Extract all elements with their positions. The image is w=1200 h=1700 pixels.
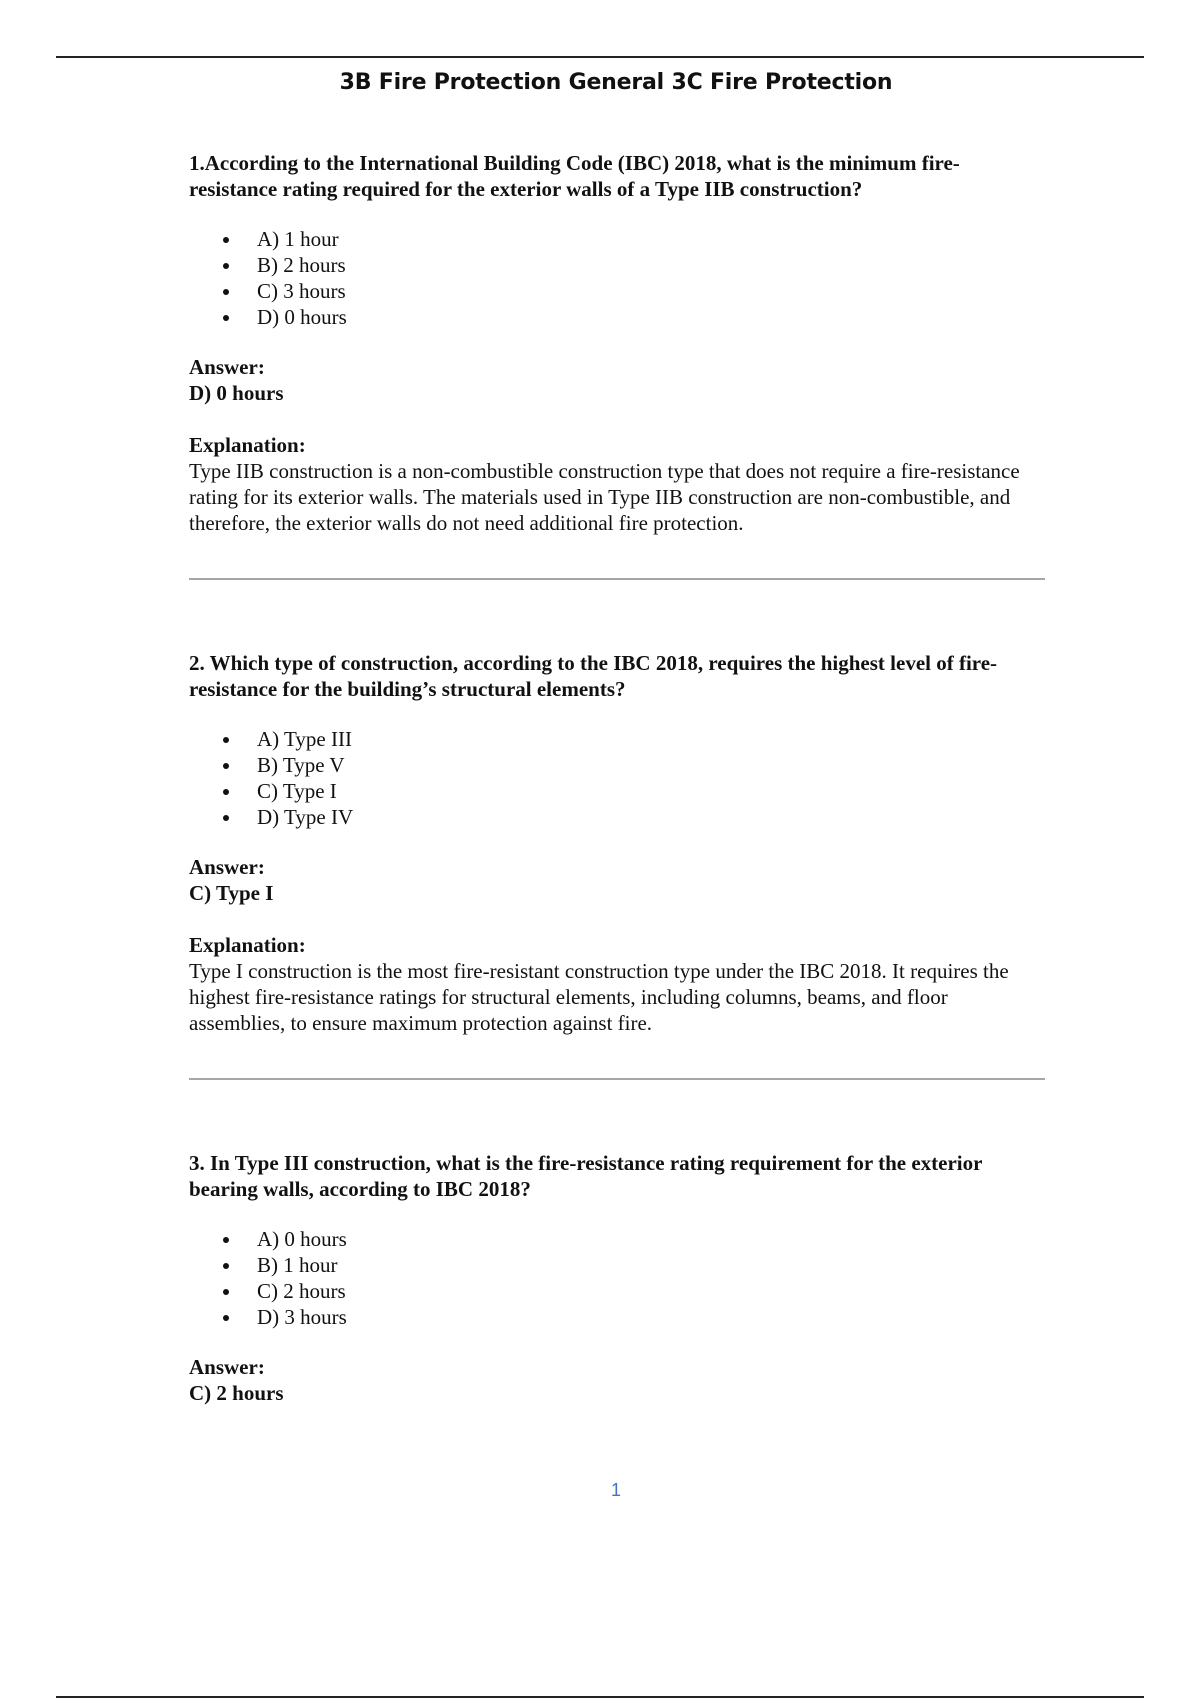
question-text: 2. Which type of construction, according to the IBC 2018, requires the highest level of fire-resistance for the building’s structural elements? [189,651,998,701]
bullet-icon [223,1263,229,1269]
option-text: B) Type V [257,753,345,777]
explanation-label: Explanation: [189,933,306,957]
answer-label: Answer: [189,855,265,879]
answer-value: C) 2 hours [189,1381,284,1405]
answer-value: C) Type I [189,881,274,905]
explanation-block [189,932,1045,1036]
option-item [223,1304,1045,1330]
bullet-icon [223,815,229,821]
options-list [189,726,1045,830]
option-text: D) Type IV [257,805,354,829]
option-item [223,1226,1045,1252]
question-block-1 [189,150,1045,536]
option-item [223,752,1045,778]
bullet-icon [223,237,229,243]
option-text: A) 0 hours [257,1227,347,1251]
answer-label: Answer: [189,1355,265,1379]
option-item [223,778,1045,804]
option-text: D) 0 hours [257,305,347,329]
option-item [223,278,1045,304]
question-text: 3. In Type III construction, what is the fire-resistance rating requirement for the exterior bearing walls, according to IBC 2018? [189,1151,983,1201]
bullet-icon [223,737,229,743]
option-item [223,1278,1045,1304]
bullet-icon [223,1237,229,1243]
bullet-icon [223,315,229,321]
question-text: 1.According to the International Building Code (IBC) 2018, what is the minimum fire-resistance rating required for the exterior walls of a Type IIB construction? [189,151,960,201]
answer-label: Answer: [189,355,265,379]
page-number: 1 [610,1480,621,1500]
options-list [189,226,1045,330]
option-item [223,226,1045,252]
section-divider [189,1078,1045,1080]
answer-block [189,354,1045,406]
option-item [223,304,1045,330]
bullet-icon [223,1315,229,1321]
section-divider [189,578,1045,580]
option-text: C) Type I [257,779,337,803]
question-block-3 [189,1150,1045,1406]
bullet-icon [223,289,229,295]
bullet-icon [223,789,229,795]
document-body [189,150,1045,1406]
explanation-label: Explanation: [189,433,306,457]
question-block-2 [189,650,1045,1036]
options-list [189,1226,1045,1330]
header-rule [56,56,1144,58]
option-item [223,252,1045,278]
document-title: 3B Fire Protection General 3C Fire Protection [339,70,893,95]
answer-block [189,1354,1045,1406]
option-text: A) Type III [257,727,352,751]
option-item [223,804,1045,830]
answer-block [189,854,1045,906]
option-item [223,726,1045,752]
bullet-icon [223,1289,229,1295]
option-text: D) 3 hours [257,1305,347,1329]
bullet-icon [223,763,229,769]
explanation-text: Type IIB construction is a non-combustible construction type that does not require a fire-resistance rating for its exterior walls. The materials used in Type IIB construction are non-combustible, and therefore, the exterior walls do not need additional fire protection. [189,459,1020,535]
option-text: C) 3 hours [257,279,346,303]
footer-rule [56,1696,1144,1698]
option-text: B) 2 hours [257,253,346,277]
option-text: C) 2 hours [257,1279,346,1303]
option-item [223,1252,1045,1278]
answer-value: D) 0 hours [189,381,284,405]
explanation-text: Type I construction is the most fire-resistant construction type under the IBC 2018. It requires the highest fire-resistance ratings for structural elements, including columns, beams, and floor assemblies, to ensure maximum protection against fire. [189,959,1009,1035]
bullet-icon [223,263,229,269]
option-text: A) 1 hour [257,227,339,251]
explanation-block [189,432,1045,536]
option-text: B) 1 hour [257,1253,338,1277]
